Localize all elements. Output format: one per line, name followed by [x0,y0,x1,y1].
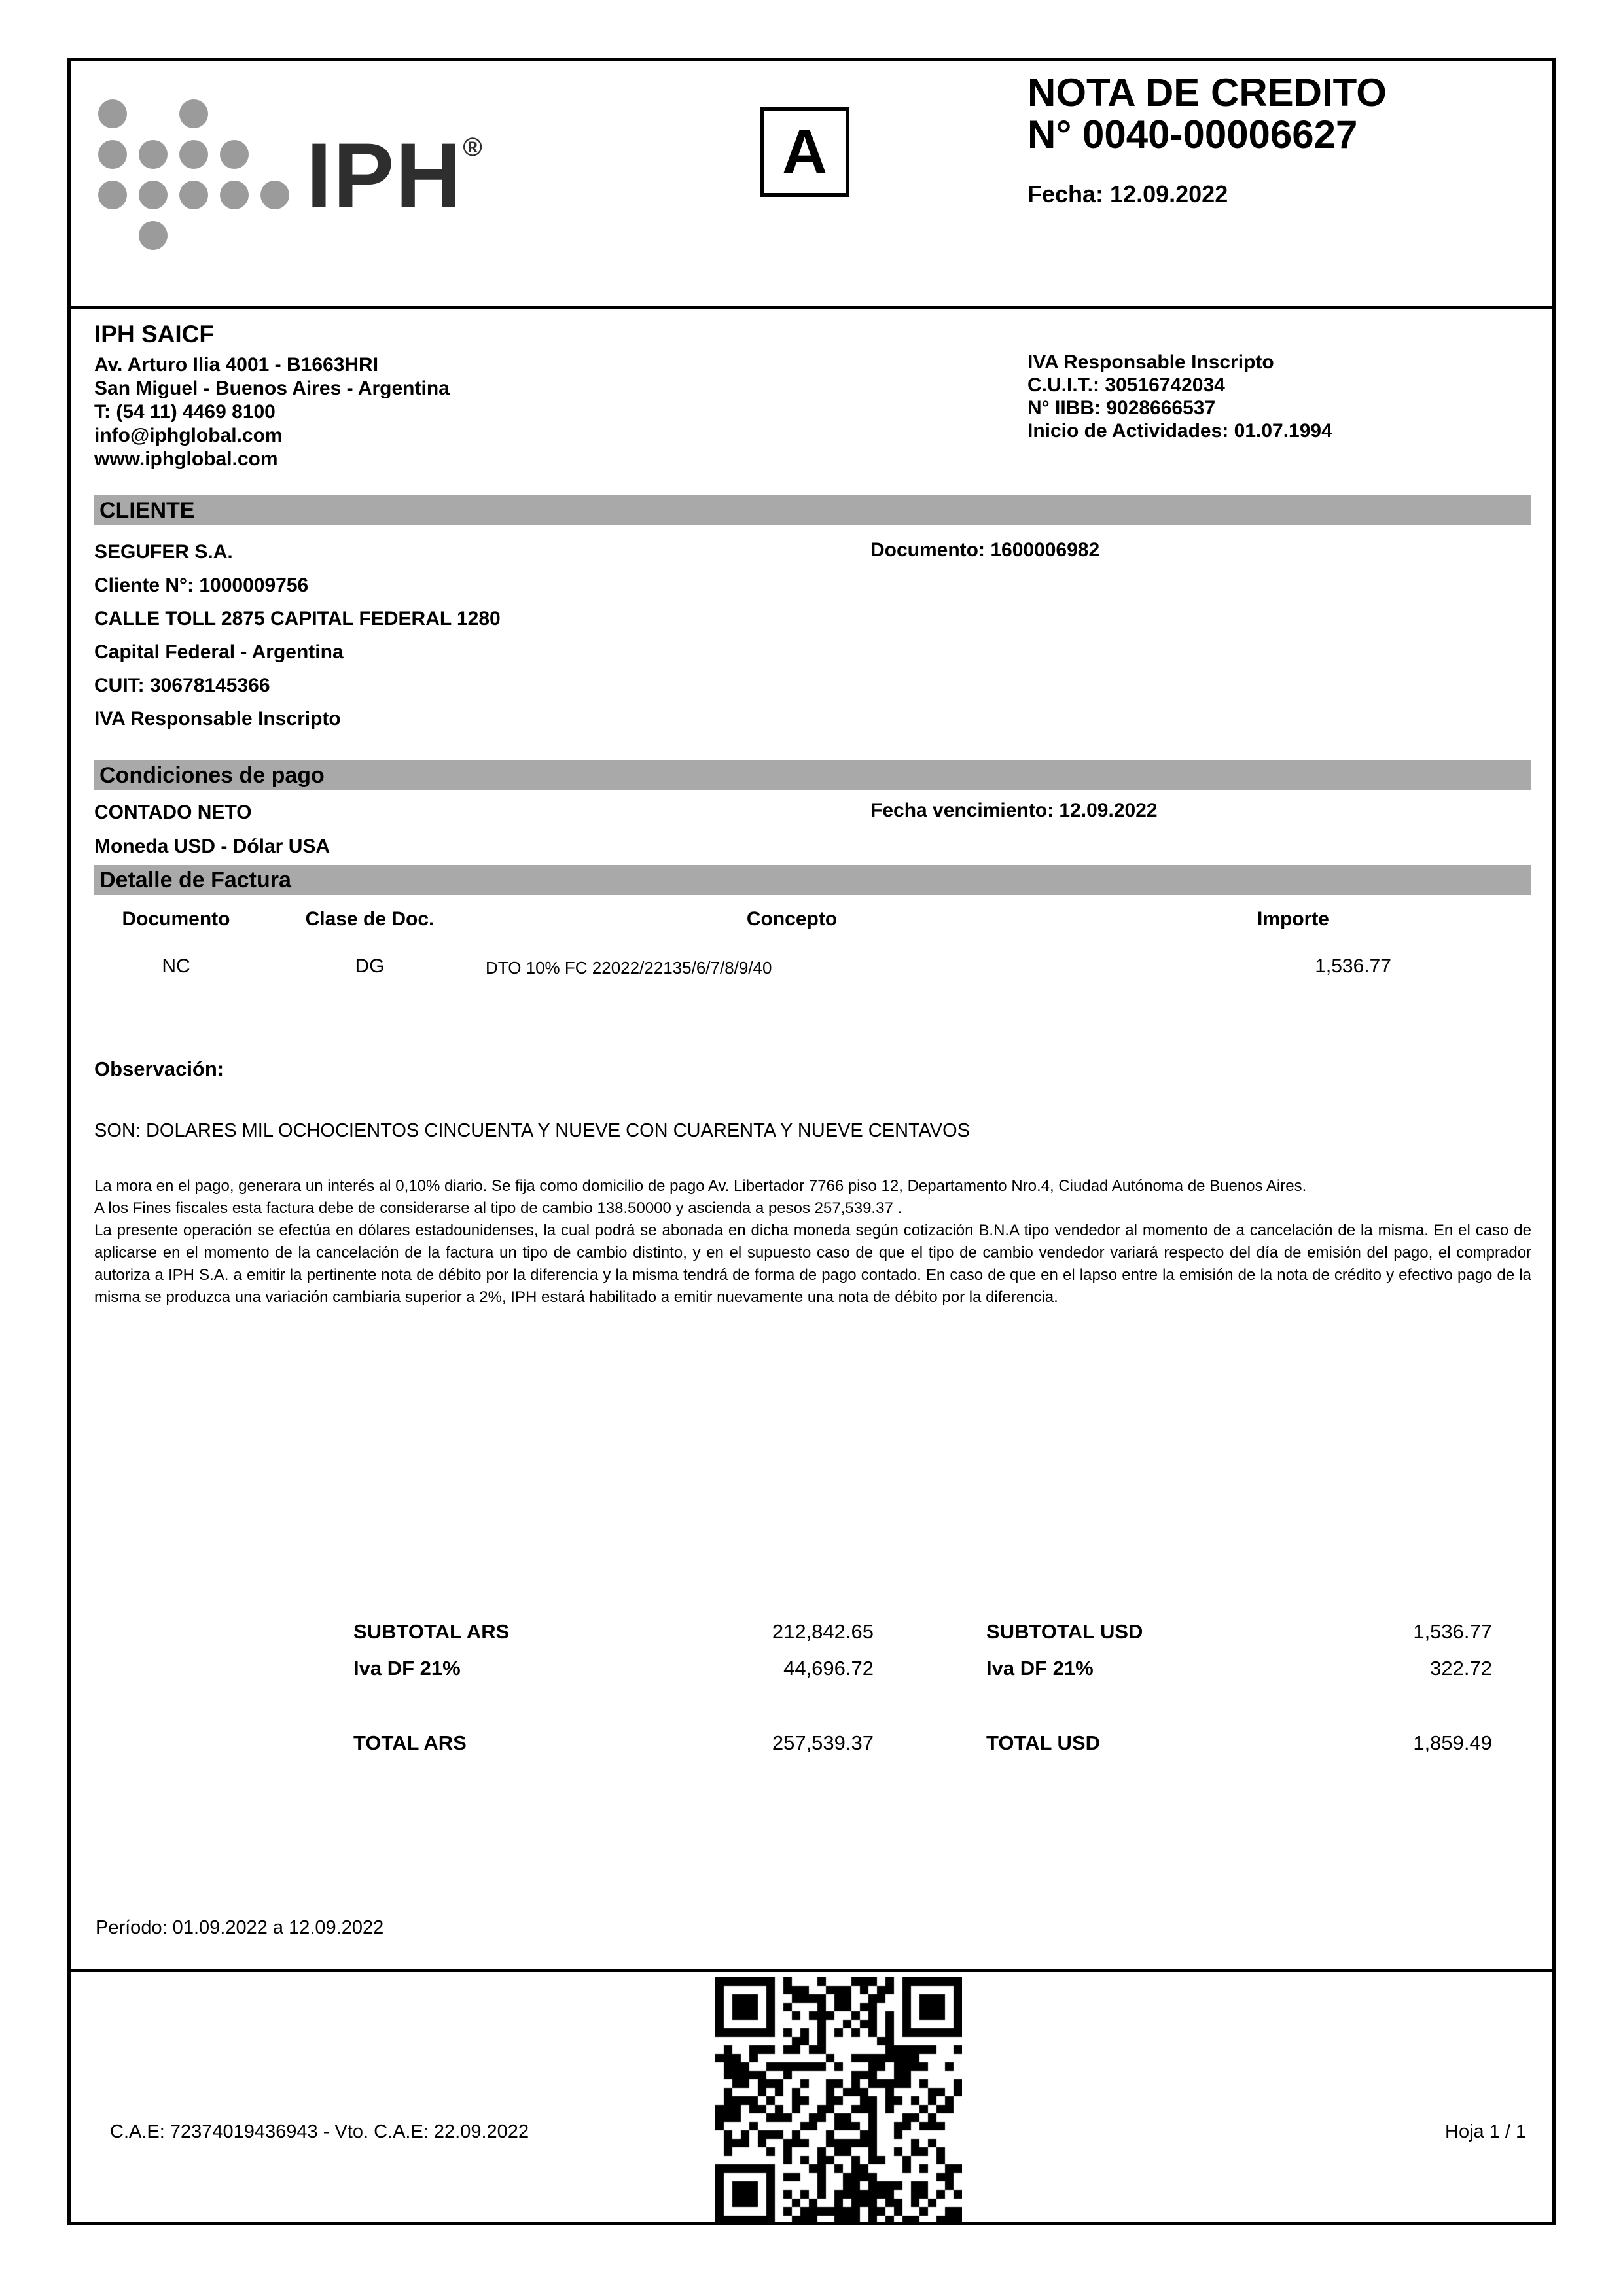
totals-subtotal-row [0,1620,1623,1648]
company-name: IPH SAICF [94,321,214,347]
condiciones-section-title: Condiciones de pago [99,762,325,788]
legal-text-2: A los Fines fiscales esta factura debe de considerarse al tipo de cambio 138.50000 y ascienda a pesos 257,539.37 . [94,1199,902,1217]
total-ars-label: TOTAL ARS [353,1731,467,1754]
subtotal-usd-value: 1,536.77 [1413,1620,1492,1643]
client-documento: Documento: 1600006982 [870,539,1100,561]
billing-period: Período: 01.09.2022 a 12.09.2022 [96,1917,384,1938]
document-title: NOTA DE CREDITO [1027,71,1387,115]
client-number: Cliente N°: 1000009756 [94,574,309,596]
subtotal-usd-label: SUBTOTAL USD [986,1620,1143,1643]
subtotal-ars-label: SUBTOTAL ARS [353,1620,510,1643]
totals-iva-row [0,1657,1623,1684]
header-divider [67,306,1556,309]
client-address: CALLE TOLL 2875 CAPITAL FEDERAL 1280 [94,608,501,629]
section-bar-condiciones [94,760,1531,790]
invoice-type-letter: A [781,116,828,187]
iph-logo-dots-icon [92,93,301,256]
col-header-clase: Clase de Doc. [305,908,435,930]
cell-clase: DG [355,955,385,977]
legal-text-block [94,1175,1531,1309]
company-iibb: N° IIBB: 9028666537 [1027,397,1216,419]
payment-due-date: Fecha vencimiento: 12.09.2022 [870,800,1158,821]
company-address-1: Av. Arturo Ilia 4001 - B1663HRI [94,354,379,376]
company-info [94,321,450,471]
iph-logo [92,93,301,260]
detalle-section-title: Detalle de Factura [99,867,291,892]
invoice-type-letter-box [760,107,849,197]
registered-trademark-icon: ® [463,133,484,162]
company-activity-start: Inicio de Actividades: 01.07.1994 [1027,420,1332,442]
company-address-2: San Miguel - Buenos Aires - Argentina [94,378,450,399]
observation-label: Observación: [94,1057,224,1080]
document-date: Fecha: 12.09.2022 [1027,181,1228,207]
payment-currency: Moneda USD - Dólar USA [94,836,330,857]
company-tax-info [1027,351,1332,442]
company-cuit: C.U.I.T.: 30516742034 [1027,374,1225,396]
company-email: info@iphglobal.com [94,425,283,446]
total-usd-value: 1,859.49 [1413,1731,1492,1754]
section-bar-detalle [94,865,1531,895]
document-number: N° 0040-00006627 [1027,113,1358,156]
iva-usd-label: Iva DF 21% [986,1657,1094,1680]
legal-text-3: La presente operación se efectúa en dólares estadounidenses, la cual podrá se abonada en dicha moneda según cotización B.N.A tipo vendedor al momento de a cancelación de la misma. En el caso de aplicarse en el momento de la cancelación de la factura un tipo de cambio distinto, y en el supuesto caso de que el tipo de cambio vendedor variará respecto del día de emisión del pago, el comprador autoriza a IPH S.A. a emitir la pertinente nota de débito por la diferencia y la misma tendrá de forma de pago contado. En caso de que en el lapso entre la emisión de la nota de crédito y efectivo pago de la misma se produzca una variación cambiaria superior a 2%, IPH estará habilitado a emitir nuevamente una nota de débito por la diferencia. [94,1222,1531,1306]
iph-logo-wordmark: IPH [306,124,463,226]
cell-concepto: DTO 10% FC 22022/22135/6/7/8/9/40 [486,958,772,978]
footer-divider [67,1969,1556,1972]
cell-importe: 1,536.77 [1315,955,1391,977]
iva-ars-label: Iva DF 21% [353,1657,461,1680]
client-info [94,535,501,735]
payment-terms: CONTADO NETO [94,802,252,823]
totals-total-row [0,1731,1623,1759]
iva-ars-value: 44,696.72 [783,1657,874,1680]
iva-usd-value: 322.72 [1430,1657,1492,1680]
cell-documento: NC [162,955,190,977]
legal-text-1: La mora en el pago, generara un interés al 0,10% diario. Se fija como domicilio de pago Av. Libertador 7766 piso 12, Departamento Nro.4, Ciudad Autónoma de Buenos Aires. [94,1177,1307,1195]
payment-info [94,796,330,864]
client-iva-status: IVA Responsable Inscripto [94,708,341,730]
col-header-importe: Importe [1257,908,1329,930]
client-city: Capital Federal - Argentina [94,641,344,663]
company-iva-status: IVA Responsable Inscripto [1027,351,1274,373]
page-number: Hoja 1 / 1 [1445,2121,1527,2142]
col-header-documento: Documento [122,908,230,930]
iph-logo-text [306,98,484,224]
subtotal-ars-value: 212,842.65 [772,1620,874,1643]
client-cuit: CUIT: 30678145366 [94,675,270,696]
company-website: www.iphglobal.com [94,448,278,470]
total-ars-value: 257,539.37 [772,1731,874,1754]
client-name: SEGUFER S.A. [94,541,233,563]
cae-text: C.A.E: 72374019436943 - Vto. C.A.E: 22.09.2022 [110,2121,529,2142]
company-phone: T: (54 11) 4469 8100 [94,401,276,423]
qr-code-icon [715,1977,962,2224]
amount-in-words: SON: DOLARES MIL OCHOCIENTOS CINCUENTA Y NUEVE CON CUARENTA Y NUEVE CENTAVOS [94,1120,971,1141]
section-bar-cliente [94,495,1531,525]
cliente-section-title: CLIENTE [99,497,195,523]
col-header-concepto: Concepto [746,908,838,930]
total-usd-label: TOTAL USD [986,1731,1100,1754]
